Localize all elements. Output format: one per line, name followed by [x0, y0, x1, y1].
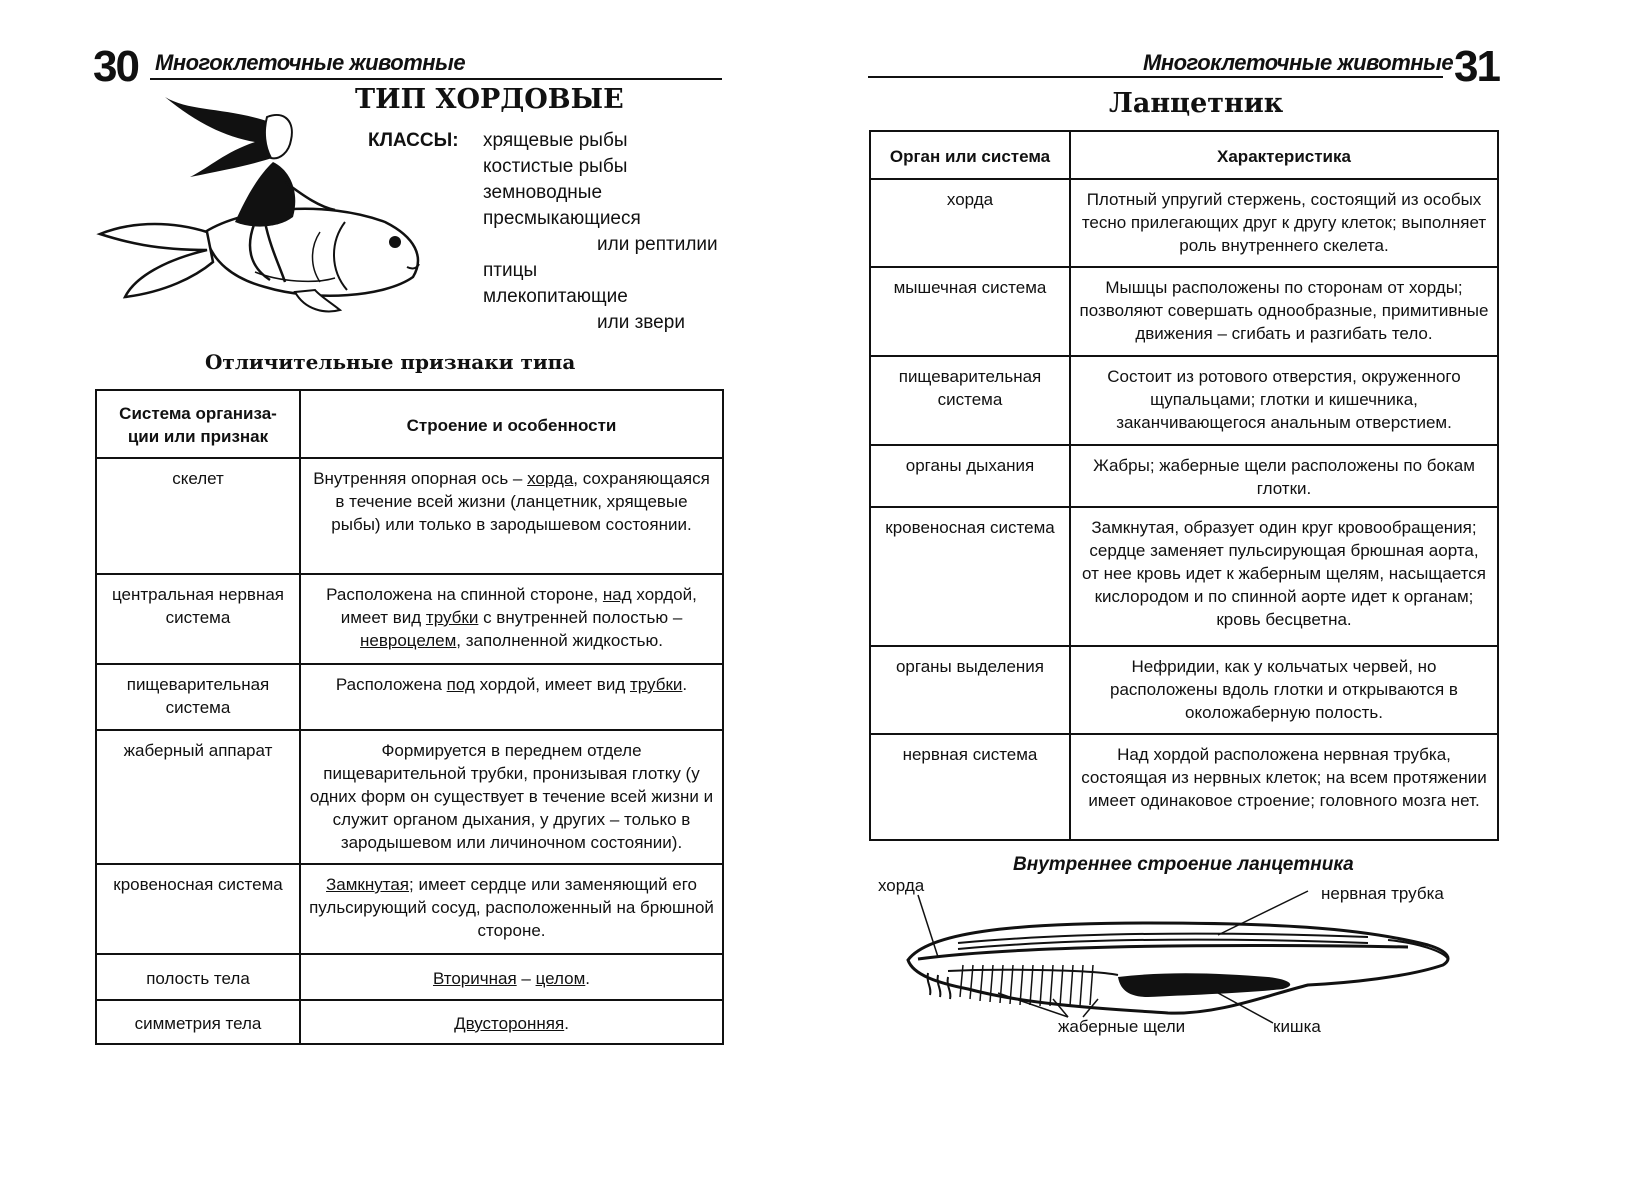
table-row	[96, 730, 723, 864]
column-header: Строение и особенности	[300, 390, 723, 458]
table-row	[96, 574, 723, 664]
text-fragment: , заполненной жидкостью.	[456, 631, 663, 650]
text-fragment: ; имеет сердце или заменяющий его пульсирующий сосуд, расположенный на брюшной стороне.	[309, 875, 714, 940]
class-item: земноводные	[483, 182, 603, 203]
text-fragment: .	[585, 968, 591, 988]
organ-cell: хорда	[870, 179, 1070, 267]
table-header-row	[96, 390, 723, 458]
figure-caption: Внутреннее строение ланцетника	[1013, 854, 1354, 875]
class-item: пресмыкающиеся	[483, 208, 641, 229]
text-fragment: Расположена на спинной стороне,	[326, 585, 603, 604]
page-number-left: 30	[93, 42, 138, 91]
table-row	[96, 458, 723, 574]
table-header-row	[870, 131, 1498, 179]
table-row	[870, 356, 1498, 445]
table-row	[96, 954, 723, 1000]
label-gill-slits: жаберные щели	[1058, 1017, 1186, 1036]
underlined-term: Двусторонняя	[454, 1013, 565, 1033]
classes-label: КЛАССЫ:	[368, 130, 459, 151]
lancelet-table	[869, 130, 1499, 841]
text-fragment: –	[516, 968, 536, 988]
features-table	[95, 389, 724, 1045]
table-title-features: Отличительные признаки типа	[205, 350, 576, 374]
text-fragment: Расположена	[335, 675, 447, 694]
text-fragment: с внутренней полостью –	[478, 608, 683, 627]
page-number-right: 31	[1454, 42, 1499, 91]
table-row	[870, 445, 1498, 507]
organ-cell: нервная система	[870, 734, 1070, 840]
running-head-left: Многоклеточные животные	[155, 50, 466, 75]
description-cell	[300, 864, 723, 954]
label-chord: хорда	[878, 876, 925, 895]
description-cell	[300, 954, 723, 1000]
table-row	[870, 734, 1498, 840]
characteristic-cell: Замкнутая, образует один круг кровообращения; сердце заменяет пульсирующая брюшная аорта, от нее кровь идет к жаберным щелям, насыщается кислородом и по спинной аорте идет к органам; кровь бесцветна.	[1070, 507, 1498, 646]
underlined-term: трубки	[425, 608, 479, 627]
description-cell	[300, 1000, 723, 1044]
description-cell	[300, 664, 723, 730]
section-title-chordata: ТИП ХОРДОВЫЕ	[355, 84, 624, 115]
system-cell: полость тела	[96, 954, 300, 1000]
underlined-term: Замкнутая	[326, 875, 410, 894]
text-fragment: хордой, имеет вид	[340, 585, 697, 627]
underlined-term: Вторичная	[432, 968, 517, 988]
organ-cell: кровеносная система	[870, 507, 1070, 646]
class-item: птицы	[483, 260, 538, 281]
table-row	[870, 267, 1498, 356]
system-cell: скелет	[96, 458, 300, 574]
text-fragment: .	[682, 675, 688, 694]
characteristic-cell: Мышцы расположены по сторонам от хорды; позволяют совершать однообразные, примитивные движения – сгибать и разгибать тело.	[1070, 267, 1498, 356]
text-fragment: Внутренняя опорная ось –	[313, 469, 528, 488]
underlined-term: над	[602, 585, 632, 604]
section-title-lancelet: Ланцетник	[1109, 88, 1284, 119]
table-row	[96, 664, 723, 730]
table-row	[870, 179, 1498, 267]
column-header: Система организа-ции или признак	[96, 390, 300, 458]
column-header: Орган или система	[870, 131, 1070, 179]
system-cell: пищеварительная система	[96, 664, 300, 730]
system-cell: симметрия тела	[96, 1000, 300, 1044]
text-fragment: Формируется в переднем отделе пищеварительной трубки, пронизывая глотку (у одних форм он существует в течение всей жизни и служит органом дыхания, у других – только в зародышевом или личиночном состоянии).	[309, 741, 714, 852]
running-head-right: Многоклеточные животные	[1143, 50, 1454, 75]
rider-on-fish-illustration	[95, 82, 435, 322]
label-nerve-tube: нервная трубка	[1321, 884, 1444, 903]
table-row	[870, 507, 1498, 646]
column-header: Характеристика	[1070, 131, 1498, 179]
characteristic-cell: Нефридии, как у кольчатых червей, но расположены вдоль глотки и открываются в околожаберную полость.	[1070, 646, 1498, 734]
table-row	[96, 864, 723, 954]
text-fragment: хордой, имеет вид	[474, 675, 630, 694]
description-cell	[300, 574, 723, 664]
label-intestine: кишка	[1273, 1017, 1321, 1036]
header-rule-right	[868, 76, 1443, 78]
system-cell: кровеносная система	[96, 864, 300, 954]
characteristic-cell: Состоит из ротового отверстия, окруженного щупальцами; глотки и кишечника, заканчивающегося анальным отверстием.	[1070, 356, 1498, 445]
characteristic-cell: Жабры; жаберные щели расположены по бокам глотки.	[1070, 445, 1498, 507]
organ-cell: органы выделения	[870, 646, 1070, 734]
description-cell	[300, 730, 723, 864]
characteristic-cell: Плотный упругий стержень, состоящий из особых тесно прилегающих друг к другу клеток; выполняет роль внутреннего скелета.	[1070, 179, 1498, 267]
underlined-term: невроцелем	[360, 631, 457, 650]
class-item: костистые рыбы	[483, 156, 628, 177]
underlined-term: целом	[535, 968, 586, 988]
underlined-term: под	[446, 675, 475, 694]
table-row	[96, 1000, 723, 1044]
underlined-term: хорда	[527, 469, 574, 488]
table-row	[870, 646, 1498, 734]
text-fragment: .	[564, 1013, 569, 1033]
text-fragment: , сохраняющаяся в течение всей жизни (ланцетник, хрящевые рыбы) или только в зародышевом состоянии.	[331, 469, 710, 534]
class-item: или звери	[597, 312, 685, 333]
class-item: хрящевые рыбы	[483, 130, 628, 151]
organ-cell: органы дыхания	[870, 445, 1070, 507]
characteristic-cell: Над хордой расположена нервная трубка, состоящая из нервных клеток; на всем протяжении имеет одинаковое строение; головного мозга нет.	[1070, 734, 1498, 840]
organ-cell: мышечная система	[870, 267, 1070, 356]
class-item: или рептилии	[597, 234, 718, 255]
organ-cell: пищеварительная система	[870, 356, 1070, 445]
underlined-term: трубки	[629, 675, 683, 694]
right-page	[813, 0, 1626, 1185]
header-rule-left	[150, 78, 722, 80]
description-cell	[300, 458, 723, 574]
system-cell: центральная нервная система	[96, 574, 300, 664]
system-cell: жаберный аппарат	[96, 730, 300, 864]
class-item: млекопитающие	[483, 286, 628, 307]
